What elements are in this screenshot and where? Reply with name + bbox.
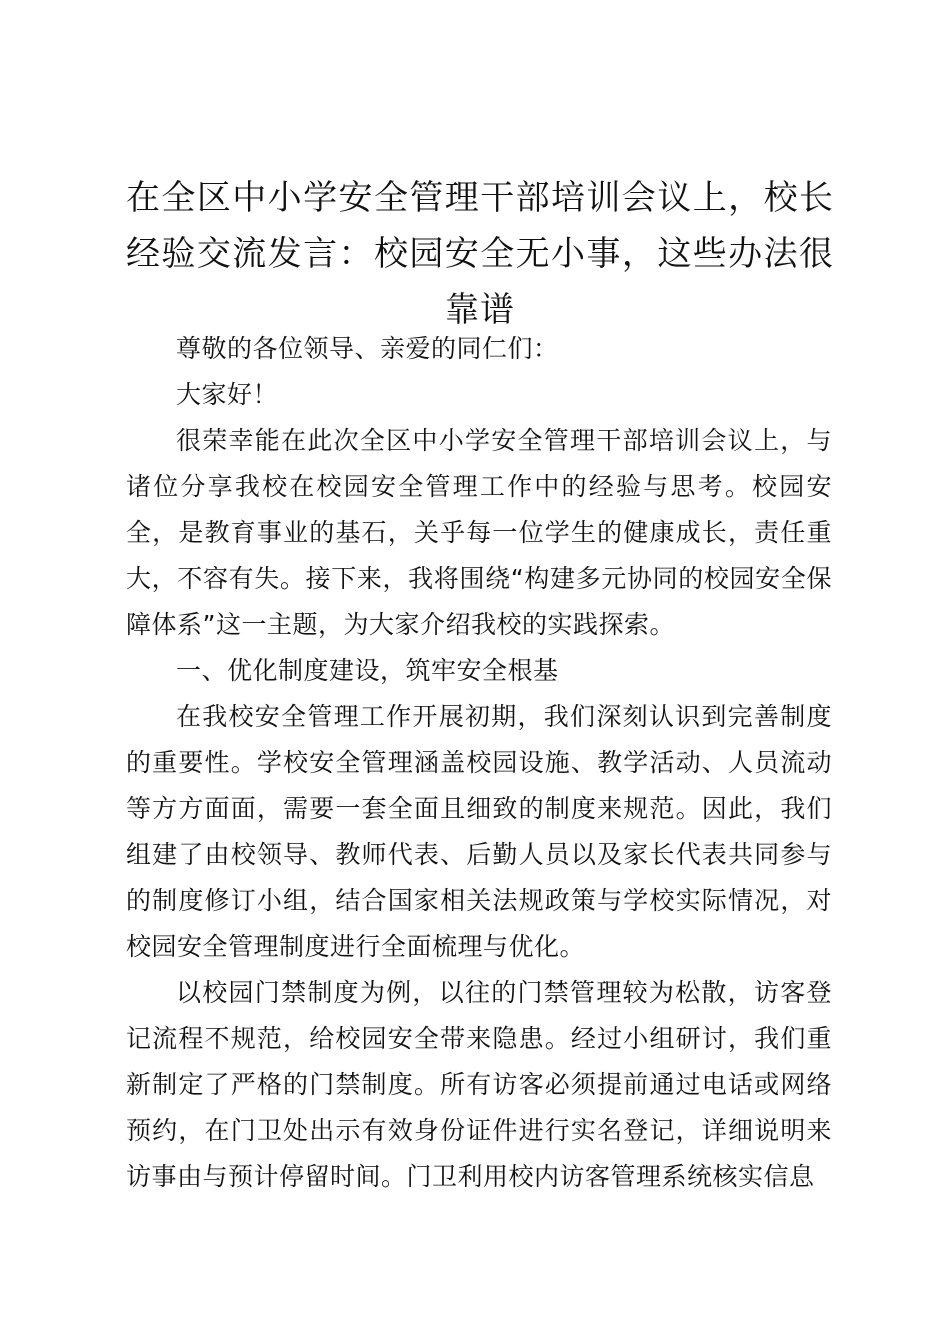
- intro-paragraph: 很荣幸能在此次全区中小学安全管理干部培训会议上，与诸位分享我校在校园安全管理工作中的经验与思考。校园安全，是教育事业的基石，关乎每一位学生的健康成长，责任重大，不容有失。接下来，我将围绕“构建多元协同的校园安全保障体系”这一主题，为大家介绍我校的实践探索。: [126, 426, 832, 639]
- document-body: [126, 326, 832, 1200]
- document-title: 在全区中小学安全管理干部培训会议上，校长经验交流发言：校园安全无小事，这些办法很靠谱: [126, 178, 834, 330]
- section-heading: 一、优化制度建设，筑牢安全根基: [176, 656, 559, 685]
- salutation: 尊敬的各位领导、亲爱的同仁们：: [176, 334, 559, 363]
- greeting: 大家好！: [176, 380, 279, 409]
- body-paragraph: 以校园门禁制度为例，以往的门禁管理较为松散，访客登记流程不规范，给校园安全带来隐患。经过小组研讨，我们重新制定了严格的门禁制度。所有访客必须提前通过电话或网络预约，在门卫处出示有效身份证件进行实名登记，详细说明来访事由与预计停留时间。门卫利用校内访客管理系统核实信息: [126, 978, 832, 1191]
- body-paragraph: 在我校安全管理工作开展初期，我们深刻认识到完善制度的重要性。学校安全管理涵盖校园设施、教学活动、人员流动等方方面面，需要一套全面且细致的制度来规范。因此，我们组建了由校领导、教师代表、后勤人员以及家长代表共同参与的制度修订小组，结合国家相关法规政策与学校实际情况，对校园安全管理制度进行全面梳理与优化。: [126, 702, 832, 961]
